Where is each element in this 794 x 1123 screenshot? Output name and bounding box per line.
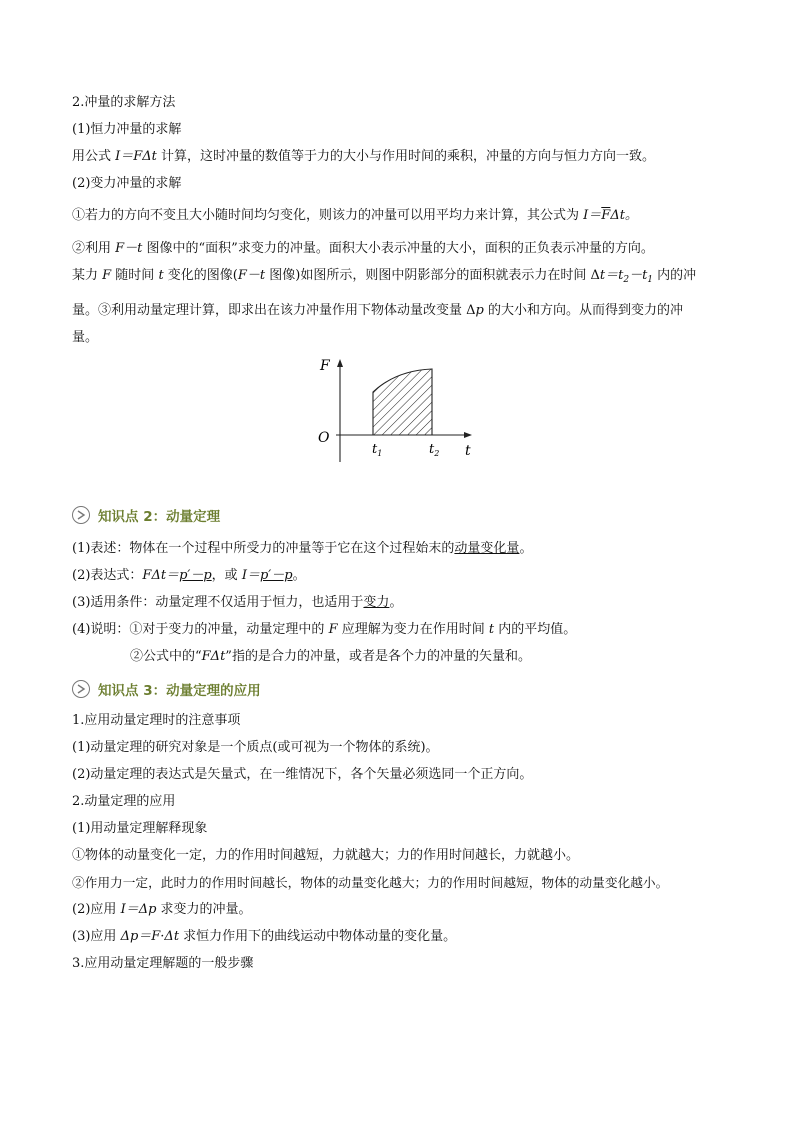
shaded-impulse-area — [373, 369, 432, 435]
text: ，或 — [211, 568, 242, 583]
text: (2)应用 — [72, 902, 121, 917]
formula: F－t — [237, 268, 266, 283]
formula: FΔt＝ — [142, 568, 180, 583]
paragraph — [72, 928, 456, 946]
formula-mean-force: $\overline{F}$ — [601, 208, 611, 223]
heading-label: 知识点 3：动量定理的应用 — [98, 683, 261, 699]
paragraph — [72, 901, 252, 919]
paragraph — [72, 302, 683, 320]
heading-label: 知识点 2：动量定理 — [98, 509, 221, 525]
paragraph — [130, 648, 531, 666]
formula: F — [328, 622, 338, 637]
x-axis-arrow — [464, 432, 472, 438]
formula: FΔt — [201, 649, 226, 664]
arrow-circle-icon — [72, 680, 90, 698]
text: 。 — [292, 568, 306, 583]
formula: Δp＝F·Δt — [120, 929, 180, 944]
formula: t＝t — [599, 268, 624, 283]
paragraph: ①物体的动量变化一定，力的作用时间越短，力就越大；力的作用时间越长，力就越小。 — [72, 848, 580, 863]
paragraph — [72, 267, 696, 289]
section-title: 1.应用动量定理时的注意事项 — [72, 713, 241, 728]
text: 内的平均值。 — [494, 622, 577, 637]
underlined-term: 动量变化量 — [454, 541, 520, 556]
text: 图像)如图所示，则图中阴影部分的面积就表示力在时间 Δ — [265, 268, 600, 283]
formula: I＝ — [241, 568, 260, 583]
y-axis-label: F — [320, 358, 330, 374]
text: ”指的是合力的冲量，或者是各个力的冲量的矢量和。 — [225, 649, 531, 664]
paragraph — [72, 540, 532, 558]
paragraph: (2)动量定理的表达式是矢量式，在一维情况下，各个矢量必须选同一个正方向。 — [72, 767, 533, 782]
formula: p — [475, 303, 484, 318]
text: (4)说明：①对于变力的冲量，动量定理中的 — [72, 622, 329, 637]
paragraph: 量。 — [72, 330, 99, 345]
paragraph — [72, 567, 306, 585]
text: 。 — [389, 595, 403, 610]
paragraph: (1)动量定理的研究对象是一个质点(或可视为一个物体的系统)。 — [72, 740, 439, 755]
text: ②公式中的“ — [130, 649, 202, 664]
paragraph: ②作用力一定，此时力的作用时间越长，物体的动量变化越大；力的作用时间越短，物体的动量变化越小。 — [72, 875, 669, 890]
formula: F — [102, 268, 112, 283]
paragraph — [72, 621, 576, 639]
subsection-title: (1)恒力冲量的求解 — [72, 122, 182, 137]
formula: Δt。 — [610, 208, 638, 223]
text: 计算，这时冲量的数值等于力的大小与作用时间的乘积，冲量的方向与恒力方向一致。 — [156, 149, 656, 164]
y-axis-arrow — [337, 359, 343, 367]
text: 用公式 — [72, 149, 116, 164]
text: ②利用 — [72, 241, 116, 256]
formula: t — [158, 268, 164, 283]
text: 求变力的冲量。 — [156, 902, 252, 917]
paragraph — [72, 148, 655, 166]
text: 图像中的“面积”求变力的冲量。面积大小表示冲量的大小，面积的正负表示冲量的方向。 — [142, 241, 654, 256]
formula: I＝ — [583, 208, 602, 223]
text: 随时间 — [111, 268, 159, 283]
arrow-circle-icon — [72, 506, 90, 524]
t1-label: $t_1$ — [372, 442, 383, 458]
section-title: 2.动量定理的应用 — [72, 794, 176, 809]
underlined-term: 变力 — [363, 595, 390, 610]
formula: F－t — [115, 241, 143, 256]
x-axis-label: t — [465, 443, 471, 459]
subscript: 2 — [623, 275, 630, 285]
underlined-term: p′－p — [259, 568, 293, 583]
text: 求恒力作用下的曲线运动中物体动量的变化量。 — [179, 929, 457, 944]
underlined-term: p′－p — [179, 568, 212, 583]
section-title: 2.冲量的求解方法 — [72, 95, 176, 110]
text: 。 — [519, 541, 533, 556]
subsection-title: (2)变力冲量的求解 — [72, 176, 182, 191]
text: ①若力的方向不变且大小随时间均匀变化，则该力的冲量可以用平均力来计算，其公式为 — [72, 208, 584, 223]
formula: I＝Δp — [120, 902, 157, 917]
force-time-graph — [310, 354, 480, 464]
formula: I＝FΔt — [115, 149, 157, 164]
text: 的大小和方向。从而得到变力的冲 — [483, 303, 683, 318]
text: (3)应用 — [72, 929, 121, 944]
origin-label: O — [318, 430, 330, 446]
knowledge-point-2-heading — [72, 505, 220, 525]
text: 变化的图像( — [163, 268, 238, 283]
text: 内的冲 — [653, 268, 697, 283]
text: 应理解为变力在作用时间 — [337, 622, 489, 637]
subsection-title: (1)用动量定理解释现象 — [72, 821, 208, 836]
paragraph — [72, 240, 654, 258]
text: (2)表达式： — [72, 568, 143, 583]
text: (3)适用条件：动量定理不仅适用于恒力，也适用于 — [72, 595, 364, 610]
text: 某力 — [72, 268, 103, 283]
knowledge-point-3-heading — [72, 679, 261, 699]
text: (1)表述：物体在一个过程中所受力的冲量等于它在这个过程始末的 — [72, 541, 455, 556]
section-title: 3.应用动量定理解题的一般步骤 — [72, 956, 254, 971]
t2-label: $t_2$ — [429, 442, 440, 458]
subscript: 1 — [647, 275, 654, 285]
formula: t — [488, 622, 495, 637]
text: 量。③利用动量定理计算，即求出在该力冲量作用下物体动量改变量 Δ — [72, 303, 476, 318]
paragraph — [72, 207, 638, 225]
paragraph — [72, 594, 402, 612]
formula: －t — [629, 268, 648, 283]
